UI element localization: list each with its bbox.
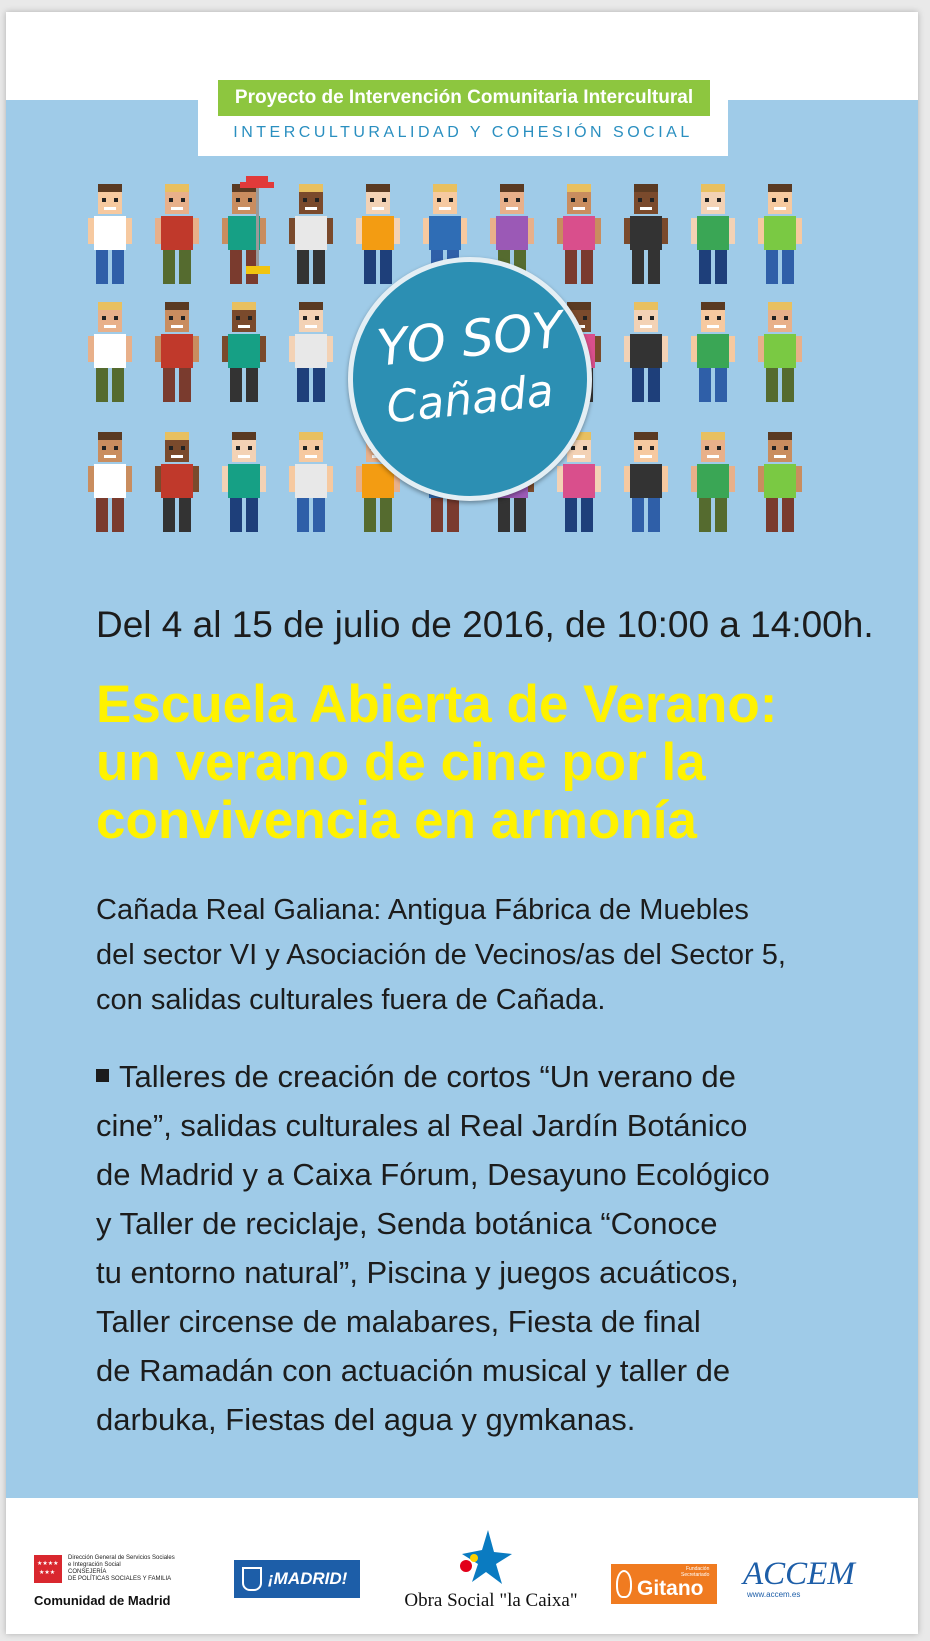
activities-line: darbuka, Fiestas del agua y gymkanas. (96, 1402, 636, 1437)
caixa-star-icon (454, 1528, 514, 1588)
comunidad-de-madrid-logo (34, 1555, 214, 1607)
activities-text: Talleres de creación de cortos “Un verano de (119, 1059, 736, 1094)
comunidad-small-text (68, 1555, 175, 1583)
gitano-logo-text: Gitano (637, 1577, 704, 1600)
event-location (96, 888, 896, 1023)
event-title-line: un verano de cine por la (96, 733, 706, 792)
project-banner: Proyecto de Intervención Comunitaria Intercultural (218, 80, 710, 116)
fundacion-secretariado-gitano-logo (611, 1564, 717, 1604)
activities-line: cine”, salidas culturales al Real Jardín Botánico (96, 1108, 748, 1143)
comunidad-line: e Integración Social (68, 1562, 121, 1568)
accem-url: www.accem.es (747, 1590, 801, 1599)
ayuntamiento-madrid-logo (234, 1560, 360, 1598)
badge-line-1: YO SOY (374, 300, 566, 378)
poster (6, 12, 918, 1634)
comunidad-name: Comunidad de Madrid (34, 1593, 171, 1608)
comunidad-line: CONSEJERÍA (68, 1569, 107, 1575)
sponsor-logos (6, 1498, 918, 1634)
activities-line: y Taller de reciclaje, Senda botánica “Conoce (96, 1206, 718, 1241)
accem-logo-text: ACCEM (743, 1556, 855, 1592)
activities-line: tu entorno natural”, Piscina y juegos acuáticos, (96, 1255, 739, 1290)
badge-line-2: Cañada (384, 365, 556, 434)
event-title-line: convivencia en armonía (96, 791, 697, 850)
madrid-logo-text: ¡MADRID! (268, 1569, 348, 1588)
event-title (96, 676, 876, 850)
comunidad-line: Dirección General de Servicios Sociales (68, 1555, 175, 1561)
caixa-logo-text: Obra Social "la Caixa" (404, 1590, 578, 1611)
comunidad-flag-icon: ★★★★ ★★★ (34, 1555, 62, 1583)
yo-soy-canada-badge (348, 257, 592, 501)
activities-line: Taller circense de malabares, Fiesta de final (96, 1304, 701, 1339)
madrid-crest-icon (242, 1567, 262, 1591)
gitano-line: Fundación (686, 1566, 710, 1572)
project-subtitle: INTERCULTURALIDAD Y COHESIÓN SOCIAL (233, 124, 693, 141)
activities-line (96, 1052, 896, 1101)
comunidad-line: DE POLÍTICAS SOCIALES Y FAMILIA (68, 1576, 172, 1582)
accem-logo (743, 1556, 863, 1602)
location-line: con salidas culturales fuera de Cañada. (96, 984, 606, 1016)
event-title-line: Escuela Abierta de Verano: (96, 675, 778, 734)
bullet-icon (96, 1069, 109, 1082)
header-box (198, 68, 728, 156)
activities-list (96, 1052, 896, 1444)
location-line: Cañada Real Galiana: Antigua Fábrica de Muebles (96, 894, 749, 926)
location-line: del sector VI y Asociación de Vecinos/as del Sector 5, (96, 939, 786, 971)
obra-social-la-caixa-logo (396, 1528, 586, 1618)
event-dates: Del 4 al 15 de julio de 2016, de 10:00 a 14:00h. (96, 604, 874, 645)
activities-line: de Madrid y a Caixa Fórum, Desayuno Ecológico (96, 1157, 770, 1192)
flame-icon (616, 1570, 632, 1598)
gitano-line: Secretariado (681, 1572, 710, 1578)
activities-line: de Ramadán con actuación musical y taller de (96, 1353, 731, 1388)
